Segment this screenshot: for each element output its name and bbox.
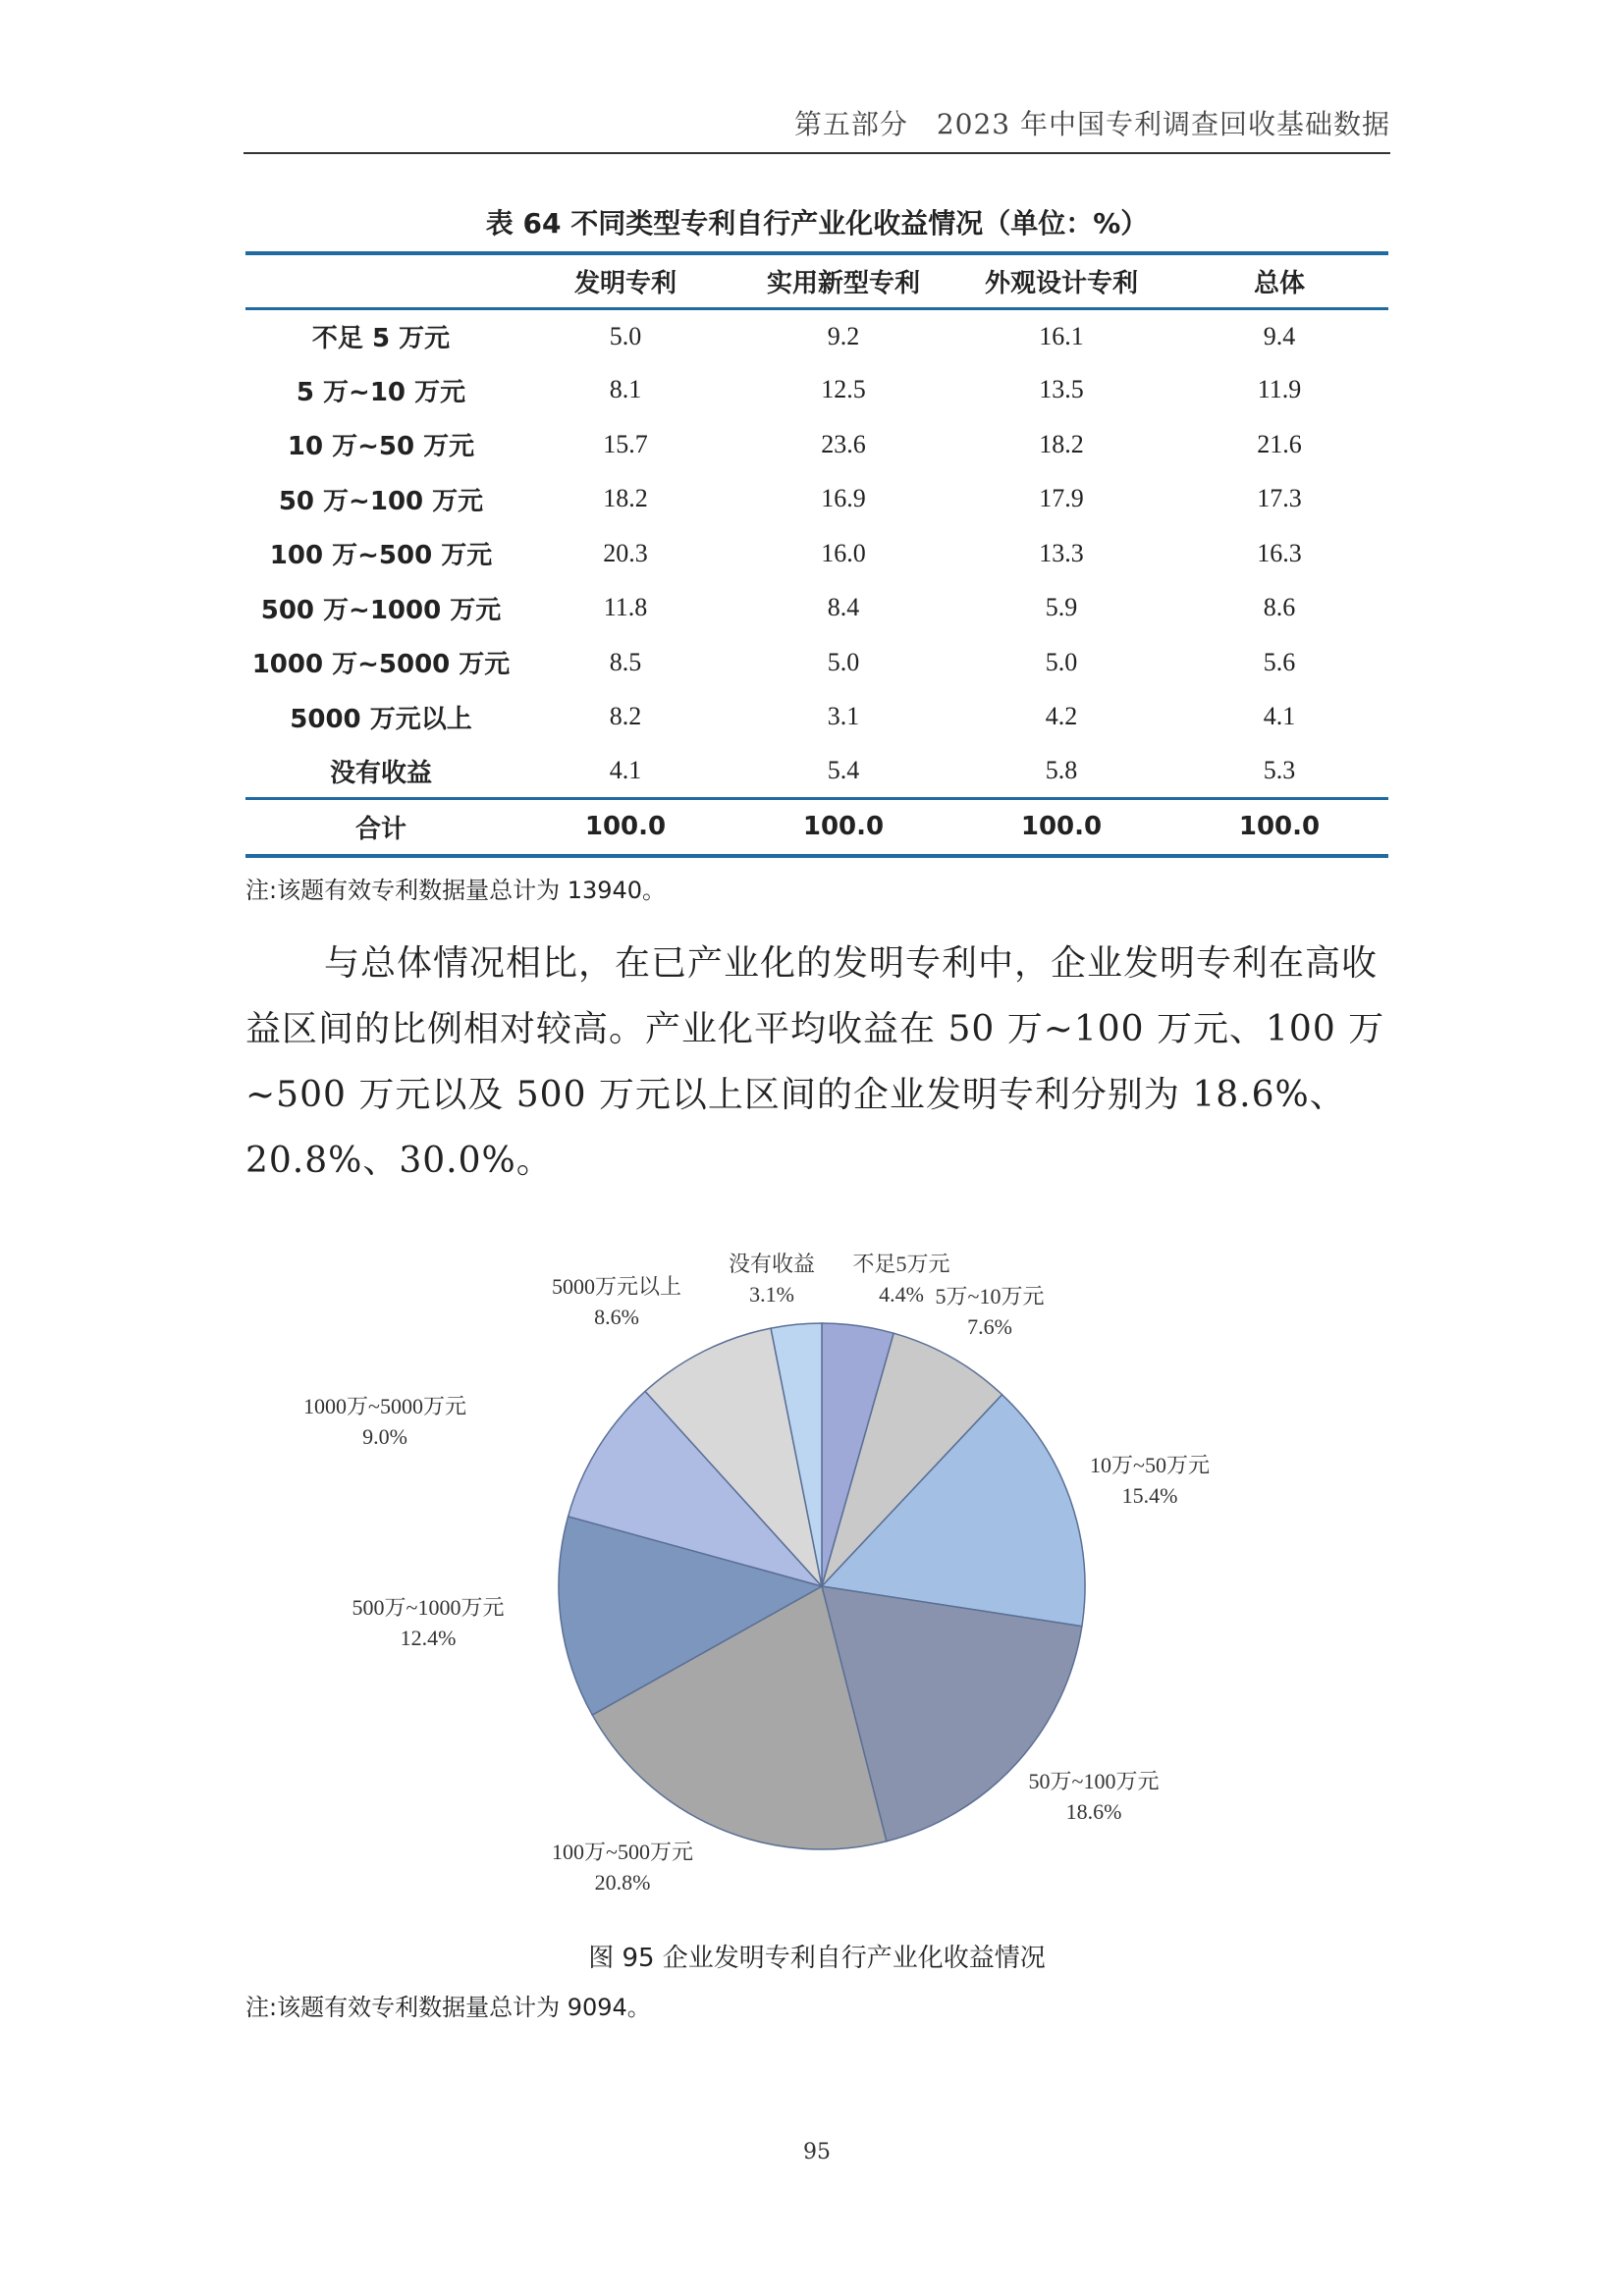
row-label: 5 万~10 万元 — [296, 377, 466, 407]
header-cell: 实用新型专利 — [766, 268, 920, 298]
total-cell: 100.0 — [802, 812, 885, 842]
pie-slice-label: 不足5万元 — [852, 1252, 950, 1276]
table-cell: 5.3 — [1263, 756, 1296, 784]
table-cell: 16.1 — [1039, 321, 1084, 350]
table-cell: 23.6 — [821, 429, 866, 458]
row-label: 500 万~1000 万元 — [260, 595, 502, 625]
table-cell: 11.8 — [603, 593, 648, 622]
paragraph-text: 与总体情况相比，在已产业化的发明专利中，企业发明专利在高收益区间的比例相对较高。产业化平均收益在 50 万~100 万元、100 万~500 万元以及 500 万元以上区间的企业发明专利分别为 18.6%、20.8%、30.0%。 — [245, 943, 1385, 1181]
pie-slice-value: 12.4% — [400, 1626, 457, 1650]
table-cell: 16.3 — [1257, 538, 1302, 567]
table-cell: 8.5 — [609, 647, 642, 676]
pie-slice-label: 1000万~5000万元 — [303, 1394, 466, 1418]
table-note: 注:该题有效专利数据量总计为 13940。 — [245, 877, 667, 904]
page-number: 95 — [803, 2140, 831, 2164]
table-cell: 9.2 — [827, 321, 860, 350]
figure-note: 注:该题有效专利数据量总计为 9094。 — [245, 1994, 651, 2021]
row-label: 100 万~500 万元 — [269, 541, 493, 571]
table-cell: 18.2 — [1039, 429, 1084, 458]
pie-slice-value: 20.8% — [594, 1870, 651, 1895]
pie-slice-label: 5万~10万元 — [935, 1284, 1045, 1308]
pie-slice-label: 100万~500万元 — [552, 1840, 693, 1864]
total-cell: 100.0 — [1020, 812, 1103, 842]
table-cell: 18.2 — [603, 484, 648, 513]
table-cell: 9.4 — [1263, 321, 1296, 350]
page-header: 第五部分 2023 年中国专利调查回收基础数据 — [793, 108, 1390, 140]
table-cell: 12.5 — [821, 375, 866, 404]
table-cell: 5.0 — [609, 321, 642, 350]
table-cell: 20.3 — [603, 538, 648, 567]
table-cell: 4.2 — [1045, 702, 1078, 731]
pie-slice-label: 50万~100万元 — [1028, 1769, 1160, 1793]
table-cell: 13.5 — [1039, 375, 1084, 404]
table-cell: 5.0 — [1045, 647, 1078, 676]
pie-slice-value: 9.0% — [362, 1424, 407, 1449]
pie-slice-value: 4.4% — [879, 1282, 924, 1307]
table-cell: 8.1 — [609, 375, 642, 404]
table-cell: 4.1 — [1263, 702, 1296, 731]
header-cell: 发明专利 — [573, 268, 677, 298]
table-cell: 17.9 — [1039, 484, 1084, 513]
pie-slice-label: 没有收益 — [728, 1252, 816, 1276]
pie-slice-value: 3.1% — [749, 1282, 794, 1307]
total-label: 合计 — [354, 814, 406, 844]
row-label: 5000 万元以上 — [290, 704, 472, 734]
total-cell: 100.0 — [584, 812, 667, 842]
row-label: 1000 万~5000 万元 — [251, 650, 511, 680]
row-label: 不足 5 万元 — [311, 324, 451, 353]
table-cell: 8.2 — [609, 702, 642, 731]
table-cell: 5.4 — [827, 756, 860, 784]
table-cell: 16.9 — [821, 484, 866, 513]
table-cell: 3.1 — [827, 702, 860, 731]
table-cell: 21.6 — [1257, 429, 1302, 458]
table-cell: 11.9 — [1257, 375, 1302, 404]
row-label: 50 万~100 万元 — [278, 486, 484, 516]
table-cell: 5.9 — [1045, 593, 1078, 622]
header-cell: 外观设计专利 — [984, 268, 1138, 298]
header-cell: 总体 — [1253, 268, 1305, 298]
pie-slice-value: 8.6% — [594, 1305, 639, 1329]
table-cell: 5.6 — [1263, 647, 1296, 676]
table-cell: 4.1 — [609, 756, 642, 784]
total-cell: 100.0 — [1238, 812, 1321, 842]
table-cell: 8.6 — [1263, 593, 1296, 622]
pie-slice-label: 5000万元以上 — [551, 1274, 682, 1299]
table-cell: 8.4 — [827, 593, 860, 622]
table-cell: 15.7 — [603, 429, 648, 458]
table-cell: 13.3 — [1039, 538, 1084, 567]
table-cell: 5.0 — [827, 647, 860, 676]
pie-slice-value: 7.6% — [967, 1314, 1012, 1339]
pie-slice-label: 10万~50万元 — [1090, 1453, 1210, 1477]
row-label: 10 万~50 万元 — [287, 432, 475, 462]
figure-caption: 图 95 企业发明专利自行产业化收益情况 — [588, 1944, 1046, 1973]
table-title: 表 64 不同类型专利自行产业化收益情况（单位：%） — [485, 207, 1149, 240]
pie-slice-label: 500万~1000万元 — [352, 1595, 505, 1620]
table-cell: 16.0 — [821, 538, 866, 567]
pie-slice-value: 15.4% — [1121, 1483, 1178, 1508]
table-cell: 5.8 — [1045, 756, 1078, 784]
pie-slice-value: 18.6% — [1065, 1799, 1122, 1824]
row-label: 没有收益 — [329, 758, 432, 788]
table-cell: 17.3 — [1257, 484, 1302, 513]
